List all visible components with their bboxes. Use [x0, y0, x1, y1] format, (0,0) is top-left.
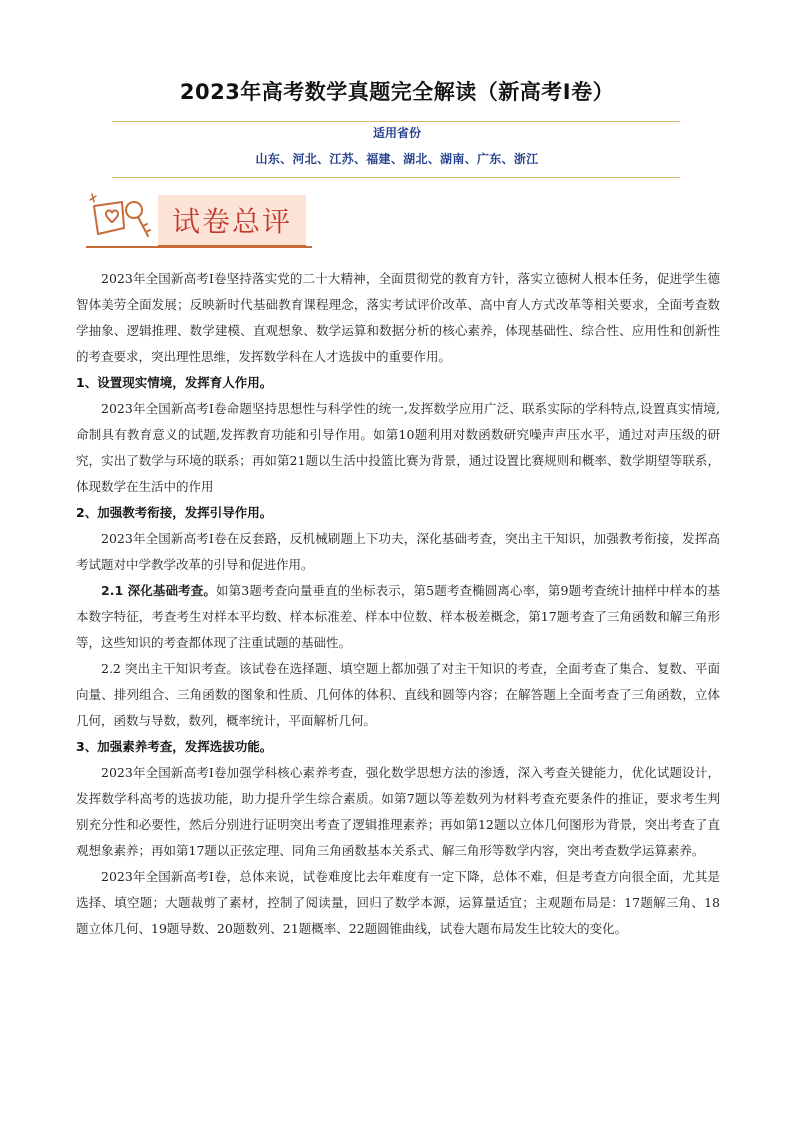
provinces-list: 山东、河北、江苏、福建、湖北、湖南、广东、浙江 [255, 152, 539, 166]
section-heading-text: 试卷总评 [171, 205, 292, 238]
heading-2: 2、加强教考衔接，发挥引导作用。 [76, 505, 273, 520]
paragraph-intro: 2023年全国新高考Ⅰ卷坚持落实党的二十大精神，全面贯彻党的教育方针，落实立德树人根本任务，促进学生德智体美劳全面发展；反映新时代基础教育课程理念，落实考试评价改革、高中育人方式改革等相关要求，全面考查数学抽象、逻辑推理、数学建模、直观想象、数学运算和数据分析的核心素养，体现基础性、综合性、应用性和创新性的考查要求，突出理性思维，发挥数学科在人才选拔中的重要作用。 [76, 271, 720, 364]
paragraph-summary: 2023年全国新高考Ⅰ卷，总体来说，试卷难度比去年难度有一定下降，总体不难，但是考查方向很全面，尤其是选择、填空题；大题裁剪了素材，控制了阅读量，回归了数学本源，运算量适宜；主观题布局是：17题解三角、18题立体几何、19题导数、20题数列、21题概率、22题圆锥曲线，试卷大题布局发生比较大的变化。 [76, 869, 720, 936]
heading-1: 1、设置现实情境，发挥育人作用。 [76, 375, 273, 390]
page-title: 2023年高考数学真题完全解读（新高考I卷） [179, 80, 615, 104]
bottom-divider [112, 177, 680, 178]
paragraph-literacy: 2023年全国新高考Ⅰ卷加强学科核心素养考查，强化数学思想方法的渗透，深入考查关键能力，优化试题设计，发挥数学科高考的选拔功能，助力提升学生综合素质。如第7题以等差数列为材料考查充要条件的推证，要求考生判别充分性和必要性，然后分别进行证明突出考查了逻辑推理素养；再如第12题以立体几何图形为背景，突出考查了直观想象素养；再如第17题以正弦定理、同角三角函数基本关系式、解三角形等数学内容，突出考查数学运算素养。 [76, 765, 720, 858]
paragraph-basics [76, 578, 720, 656]
provinces-label: 适用省份 [372, 126, 421, 140]
heading-3: 3、加强素养考查，发挥选拔功能。 [76, 739, 273, 754]
paragraph-situation: 2023年全国新高考Ⅰ卷命题坚持思想性与科学性的统一,发挥数学应用广泛、联系实际的学科特点,设置真实情境,命制具有教育意义的试题,发挥教育功能和引导作用。如第10题利用对数函数研究噪声声压水平，通过对声压级的研究，实出了数学与环境的联系；再如第21题以生活中投篮比赛为背景，通过设置比赛规则和概率、数学期望等联系，体现数学在生活中的作用 [76, 401, 720, 494]
section-heading [158, 195, 306, 247]
section-underline [86, 246, 312, 248]
subheading-basics: 2.1 深化基础考查。 [101, 583, 217, 598]
paragraph-teaching: 2023年全国新高考Ⅰ卷在反套路，反机械刷题上下功夫，深化基础考查，突出主干知识，加强教考衔接，发挥高考试题对中学教学改革的引导和促进作用。 [76, 531, 720, 572]
heart-key-icon [86, 188, 156, 246]
paragraph-core-knowledge: 2.2 突出主干知识考查。该试卷在选择题、填空题上都加强了对主干知识的考查，全面考查了集合、复数、平面向量、排列组合、三角函数的图象和性质、几何体的体积、直线和圆等内容；在解答题上全面考查了三角函数，立体几何，函数与导数，数列，概率统计，平面解析几何。 [76, 661, 720, 728]
top-divider [112, 121, 680, 122]
paragraph-basics-text: 如第3题考查向量垂直的坐标表示，第5题考查椭圆离心率，第9题考查统计抽样中样本的基本数字特征，考查考生对样本平均数、样本标准差、样本中位数、样本极差概念，第17题考查了三角函数和解三角形等，这些知识的考查都体现了注重试题的基础性。 [76, 583, 720, 650]
article-body [76, 266, 720, 942]
